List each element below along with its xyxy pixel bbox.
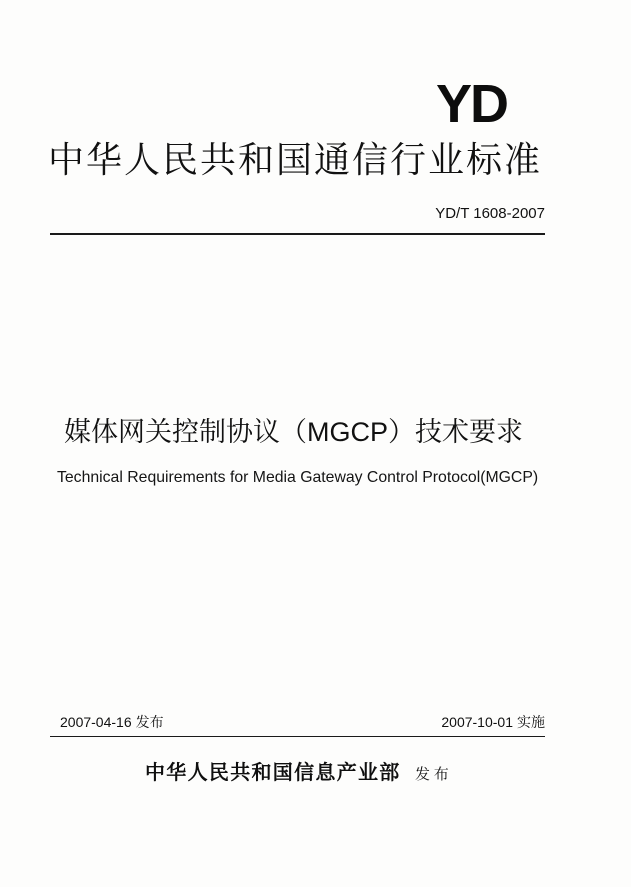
implementation-date-label: 实施 (517, 714, 545, 730)
document-title-chinese: 媒体网关控制协议（MGCP）技术要求 (64, 417, 523, 447)
issue-date-label: 发布 (135, 714, 164, 730)
issue-date-value: 2007-04-16 (60, 714, 132, 730)
footer-divider (50, 736, 545, 737)
implementation-date (441, 713, 545, 731)
header-divider (50, 233, 545, 235)
publisher-action: 发 布 (415, 767, 449, 783)
standard-number: YD/T 1608-2007 (435, 205, 545, 222)
issue-date (60, 713, 164, 731)
issuer-title: 中华人民共和国通信行业标准 (48, 139, 543, 180)
implementation-date-value: 2007-10-01 (441, 714, 513, 730)
publisher-name: 中华人民共和国信息产业部 (145, 762, 401, 784)
yd-logo: YD (436, 74, 508, 134)
document-title-english: Technical Requirements for Media Gateway Control Protocol(MGCP) (57, 469, 539, 486)
